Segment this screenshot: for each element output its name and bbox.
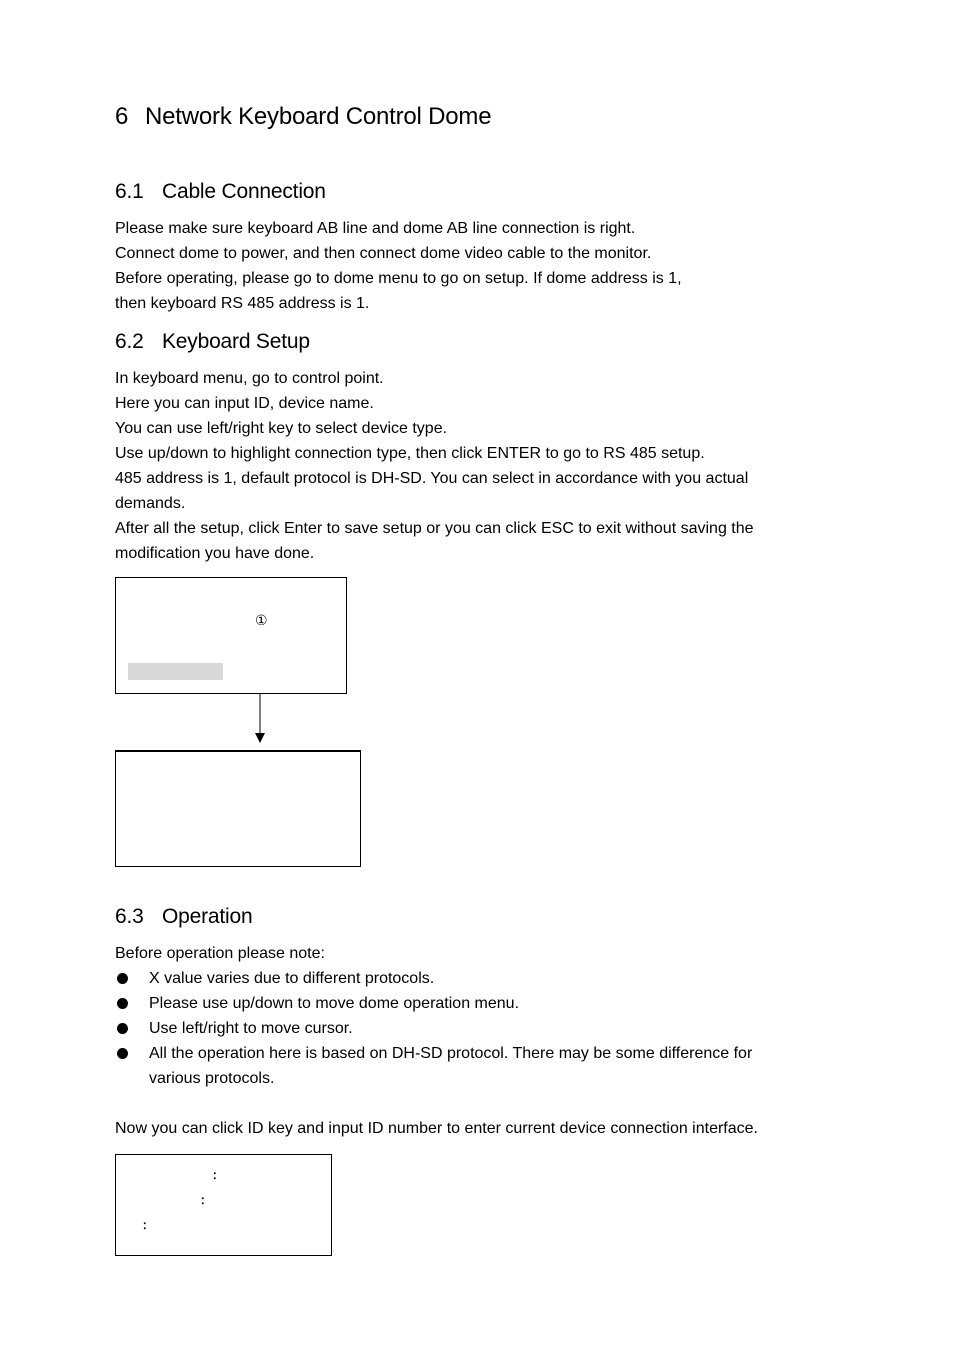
paragraph-line: then keyboard RS 485 address is 1.	[115, 295, 370, 312]
section-number: 6.3	[115, 905, 144, 928]
paragraph-line: demands.	[115, 495, 186, 512]
paragraph-line: Please make sure keyboard AB line and dome AB line connection is right.	[115, 220, 636, 237]
chapter-number: 6	[115, 103, 129, 130]
section-title: Operation	[162, 905, 253, 928]
control-point-menu-box	[115, 577, 347, 694]
device-connection-box	[115, 1154, 332, 1256]
bullet-item-continuation: various protocols.	[149, 1070, 275, 1087]
section-heading-6-3	[115, 905, 252, 929]
chapter-heading	[115, 103, 491, 131]
bullet-icon	[117, 1048, 128, 1059]
paragraph-line: Before operating, please go to dome menu to go on setup. If dome address is 1,	[115, 270, 682, 287]
paragraph-line: After all the setup, click Enter to save setup or you can click ESC to exit without saving the	[115, 520, 754, 537]
paragraph-line: Before operation please note:	[115, 945, 325, 962]
highlighted-menu-row	[128, 663, 223, 680]
paragraph-line: Now you can click ID key and input ID number to enter current device connection interface.	[115, 1120, 758, 1137]
bullet-item: All the operation here is based on DH-SD protocol. There may be some difference for	[149, 1045, 753, 1062]
section-heading-6-2	[115, 330, 310, 354]
chapter-title: Network Keyboard Control Dome	[145, 103, 492, 130]
paragraph-line: In keyboard menu, go to control point.	[115, 370, 384, 387]
bullet-item: Use left/right to move cursor.	[149, 1020, 353, 1037]
section-title: Keyboard Setup	[162, 330, 310, 353]
paragraph-line: Use up/down to highlight connection type, then click ENTER to go to RS 485 setup.	[115, 445, 705, 462]
rs485-setup-menu-box	[115, 750, 361, 867]
bullet-icon	[117, 998, 128, 1009]
field-colon: ：	[200, 1193, 213, 1207]
section-number: 6.1	[115, 180, 144, 203]
bullet-item: X value varies due to different protocols.	[149, 970, 435, 987]
paragraph-line: You can use left/right key to select device type.	[115, 420, 448, 437]
section-title: Cable Connection	[162, 180, 326, 203]
bullet-icon	[117, 973, 128, 984]
section-number: 6.2	[115, 330, 144, 353]
bullet-icon	[117, 1023, 128, 1034]
field-colon: ：	[142, 1218, 155, 1232]
paragraph-line: Connect dome to power, and then connect dome video cable to the monitor.	[115, 245, 652, 262]
paragraph-line: Here you can input ID, device name.	[115, 395, 374, 412]
section-heading-6-1	[115, 180, 326, 204]
field-colon: ：	[212, 1168, 225, 1182]
bullet-item: Please use up/down to move dome operation menu.	[149, 995, 520, 1012]
paragraph-line: modification you have done.	[115, 545, 315, 562]
flow-arrow	[250, 693, 270, 745]
paragraph-line: 485 address is 1, default protocol is DH-SD. You can select in accordance with you actual	[115, 470, 749, 487]
circled-one-marker: ①	[255, 613, 268, 629]
